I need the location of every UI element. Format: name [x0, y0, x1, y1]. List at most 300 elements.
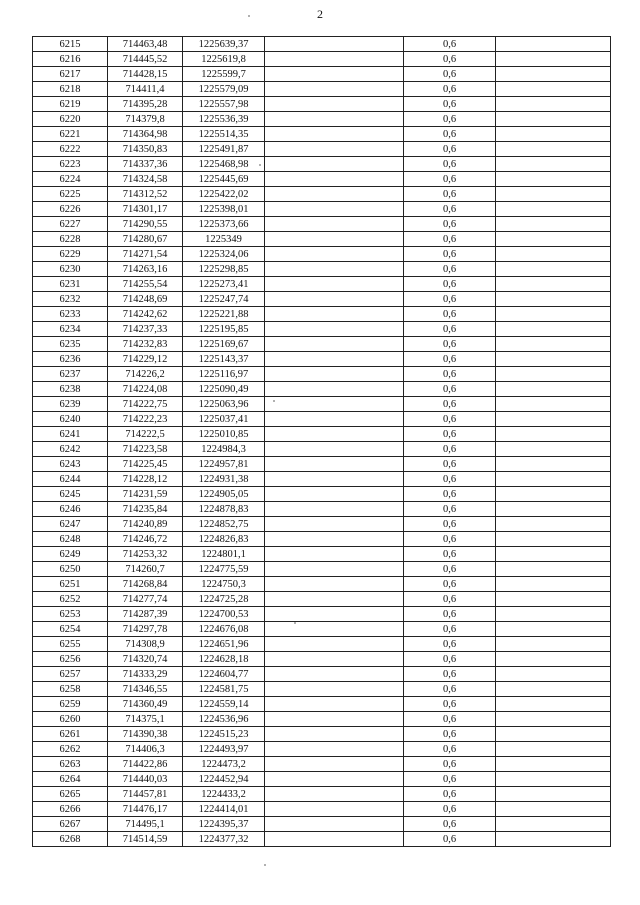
table-row — [33, 562, 611, 577]
x-coordinate-cell: 714324,58 — [108, 172, 183, 187]
empty-cell — [265, 667, 404, 682]
x-coordinate-cell: 714406,3 — [108, 742, 183, 757]
empty-cell — [265, 622, 404, 637]
table-row — [33, 277, 611, 292]
x-coordinate-cell: 714225,45 — [108, 457, 183, 472]
y-coordinate-cell: 1224676,08 — [183, 622, 265, 637]
x-coordinate-cell: 714422,86 — [108, 757, 183, 772]
point-number-cell: 6246 — [33, 502, 108, 517]
value-cell: 0,6 — [404, 202, 496, 217]
point-number-cell: 6222 — [33, 142, 108, 157]
x-coordinate-cell: 714222,5 — [108, 427, 183, 442]
x-coordinate-cell: 714222,23 — [108, 412, 183, 427]
value-cell: 0,6 — [404, 97, 496, 112]
table-row — [33, 82, 611, 97]
empty-cell — [265, 487, 404, 502]
table-row — [33, 607, 611, 622]
x-coordinate-cell: 714337,36 — [108, 157, 183, 172]
empty-cell — [496, 742, 611, 757]
x-coordinate-cell: 714280,67 — [108, 232, 183, 247]
value-cell: 0,6 — [404, 367, 496, 382]
value-cell: 0,6 — [404, 292, 496, 307]
empty-cell — [265, 787, 404, 802]
point-number-cell: 6227 — [33, 217, 108, 232]
point-number-cell: 6260 — [33, 712, 108, 727]
point-number-cell: 6265 — [33, 787, 108, 802]
value-cell: 0,6 — [404, 442, 496, 457]
y-coordinate-cell: 1225579,09 — [183, 82, 265, 97]
value-cell: 0,6 — [404, 637, 496, 652]
y-coordinate-cell: 1225324,06 — [183, 247, 265, 262]
point-number-cell: 6220 — [33, 112, 108, 127]
empty-cell — [496, 232, 611, 247]
value-cell: 0,6 — [404, 67, 496, 82]
point-number-cell: 6263 — [33, 757, 108, 772]
value-cell: 0,6 — [404, 562, 496, 577]
x-coordinate-cell: 714235,84 — [108, 502, 183, 517]
table-row — [33, 757, 611, 772]
empty-cell — [265, 142, 404, 157]
x-coordinate-cell: 714395,28 — [108, 97, 183, 112]
x-coordinate-cell: 714301,17 — [108, 202, 183, 217]
table-row — [33, 67, 611, 82]
table-row — [33, 832, 611, 847]
x-coordinate-cell: 714232,83 — [108, 337, 183, 352]
point-number-cell: 6232 — [33, 292, 108, 307]
value-cell: 0,6 — [404, 232, 496, 247]
x-coordinate-cell: 714463,48 — [108, 37, 183, 52]
point-number-cell: 6223 — [33, 157, 108, 172]
y-coordinate-cell: 1225010,85 — [183, 427, 265, 442]
empty-cell — [265, 202, 404, 217]
y-coordinate-cell: 1224651,96 — [183, 637, 265, 652]
x-coordinate-cell: 714360,49 — [108, 697, 183, 712]
empty-cell — [496, 217, 611, 232]
value-cell: 0,6 — [404, 547, 496, 562]
y-coordinate-cell: 1225491,87 — [183, 142, 265, 157]
empty-cell — [265, 307, 404, 322]
table-row — [33, 127, 611, 142]
empty-cell — [496, 652, 611, 667]
table-row — [33, 592, 611, 607]
table-row — [33, 367, 611, 382]
point-number-cell: 6255 — [33, 637, 108, 652]
x-coordinate-cell: 714390,38 — [108, 727, 183, 742]
value-cell: 0,6 — [404, 472, 496, 487]
table-row — [33, 817, 611, 832]
value-cell: 0,6 — [404, 667, 496, 682]
empty-cell — [265, 112, 404, 127]
table-row — [33, 52, 611, 67]
y-coordinate-cell: 1225143,37 — [183, 352, 265, 367]
x-coordinate-cell: 714240,89 — [108, 517, 183, 532]
table-row — [33, 172, 611, 187]
empty-cell — [496, 592, 611, 607]
value-cell: 0,6 — [404, 247, 496, 262]
x-coordinate-cell: 714428,15 — [108, 67, 183, 82]
empty-cell — [496, 127, 611, 142]
scan-speck — [273, 400, 275, 402]
empty-cell — [265, 742, 404, 757]
x-coordinate-cell: 714495,1 — [108, 817, 183, 832]
point-number-cell: 6215 — [33, 37, 108, 52]
value-cell: 0,6 — [404, 742, 496, 757]
empty-cell — [265, 82, 404, 97]
empty-cell — [265, 97, 404, 112]
table-row — [33, 427, 611, 442]
table-row — [33, 412, 611, 427]
table-row — [33, 187, 611, 202]
point-number-cell: 6259 — [33, 697, 108, 712]
empty-cell — [265, 697, 404, 712]
empty-cell — [496, 817, 611, 832]
y-coordinate-cell: 1224581,75 — [183, 682, 265, 697]
x-coordinate-cell: 714255,54 — [108, 277, 183, 292]
value-cell: 0,6 — [404, 127, 496, 142]
y-coordinate-cell: 1224826,83 — [183, 532, 265, 547]
y-coordinate-cell: 1225398,01 — [183, 202, 265, 217]
empty-cell — [265, 682, 404, 697]
value-cell: 0,6 — [404, 787, 496, 802]
empty-cell — [265, 232, 404, 247]
value-cell: 0,6 — [404, 112, 496, 127]
x-coordinate-cell: 714228,12 — [108, 472, 183, 487]
point-number-cell: 6228 — [33, 232, 108, 247]
empty-cell — [265, 322, 404, 337]
point-number-cell: 6258 — [33, 682, 108, 697]
empty-cell — [265, 367, 404, 382]
empty-cell — [496, 337, 611, 352]
empty-cell — [496, 727, 611, 742]
point-number-cell: 6247 — [33, 517, 108, 532]
empty-cell — [265, 517, 404, 532]
value-cell: 0,6 — [404, 502, 496, 517]
value-cell: 0,6 — [404, 157, 496, 172]
x-coordinate-cell: 714271,54 — [108, 247, 183, 262]
coordinates-table — [32, 36, 611, 847]
empty-cell — [496, 247, 611, 262]
empty-cell — [496, 397, 611, 412]
y-coordinate-cell: 1225536,39 — [183, 112, 265, 127]
empty-cell — [496, 112, 611, 127]
value-cell: 0,6 — [404, 217, 496, 232]
empty-cell — [496, 637, 611, 652]
page-number: 2 — [317, 7, 323, 21]
empty-cell — [496, 487, 611, 502]
table-row — [33, 532, 611, 547]
value-cell: 0,6 — [404, 487, 496, 502]
empty-cell — [496, 382, 611, 397]
y-coordinate-cell: 1224905,05 — [183, 487, 265, 502]
x-coordinate-cell: 714223,58 — [108, 442, 183, 457]
y-coordinate-cell: 1224931,38 — [183, 472, 265, 487]
value-cell: 0,6 — [404, 757, 496, 772]
value-cell: 0,6 — [404, 622, 496, 637]
y-coordinate-cell: 1224852,75 — [183, 517, 265, 532]
y-coordinate-cell: 1224395,37 — [183, 817, 265, 832]
table-row — [33, 787, 611, 802]
table-row — [33, 247, 611, 262]
y-coordinate-cell: 1225169,67 — [183, 337, 265, 352]
value-cell: 0,6 — [404, 682, 496, 697]
point-number-cell: 6237 — [33, 367, 108, 382]
empty-cell — [496, 772, 611, 787]
table-row — [33, 517, 611, 532]
y-coordinate-cell: 1224801,1 — [183, 547, 265, 562]
table-row — [33, 397, 611, 412]
table-row — [33, 802, 611, 817]
empty-cell — [496, 97, 611, 112]
y-coordinate-cell: 1225422,02 — [183, 187, 265, 202]
empty-cell — [265, 637, 404, 652]
empty-cell — [496, 787, 611, 802]
y-coordinate-cell: 1224604,77 — [183, 667, 265, 682]
empty-cell — [496, 292, 611, 307]
table-row — [33, 382, 611, 397]
point-number-cell: 6249 — [33, 547, 108, 562]
table-row — [33, 547, 611, 562]
empty-cell — [265, 502, 404, 517]
table-row — [33, 337, 611, 352]
value-cell: 0,6 — [404, 427, 496, 442]
x-coordinate-cell: 714242,62 — [108, 307, 183, 322]
empty-cell — [265, 832, 404, 847]
point-number-cell: 6221 — [33, 127, 108, 142]
point-number-cell: 6236 — [33, 352, 108, 367]
empty-cell — [496, 172, 611, 187]
table-row — [33, 697, 611, 712]
y-coordinate-cell: 1225619,8 — [183, 52, 265, 67]
scan-speck — [264, 864, 266, 866]
empty-cell — [496, 412, 611, 427]
empty-cell — [265, 172, 404, 187]
table-row — [33, 772, 611, 787]
x-coordinate-cell: 714222,75 — [108, 397, 183, 412]
value-cell: 0,6 — [404, 517, 496, 532]
x-coordinate-cell: 714231,59 — [108, 487, 183, 502]
point-number-cell: 6229 — [33, 247, 108, 262]
empty-cell — [496, 307, 611, 322]
x-coordinate-cell: 714297,78 — [108, 622, 183, 637]
point-number-cell: 6244 — [33, 472, 108, 487]
point-number-cell: 6231 — [33, 277, 108, 292]
table-row — [33, 682, 611, 697]
empty-cell — [265, 712, 404, 727]
value-cell: 0,6 — [404, 307, 496, 322]
y-coordinate-cell: 1224725,28 — [183, 592, 265, 607]
empty-cell — [265, 247, 404, 262]
value-cell: 0,6 — [404, 607, 496, 622]
point-number-cell: 6235 — [33, 337, 108, 352]
value-cell: 0,6 — [404, 802, 496, 817]
value-cell: 0,6 — [404, 82, 496, 97]
empty-cell — [265, 127, 404, 142]
point-number-cell: 6253 — [33, 607, 108, 622]
value-cell: 0,6 — [404, 337, 496, 352]
value-cell: 0,6 — [404, 727, 496, 742]
point-number-cell: 6252 — [33, 592, 108, 607]
y-coordinate-cell: 1224452,94 — [183, 772, 265, 787]
value-cell: 0,6 — [404, 37, 496, 52]
empty-cell — [496, 712, 611, 727]
table-row — [33, 727, 611, 742]
empty-cell — [265, 37, 404, 52]
empty-cell — [265, 217, 404, 232]
x-coordinate-cell: 714224,08 — [108, 382, 183, 397]
empty-cell — [496, 832, 611, 847]
table-row — [33, 217, 611, 232]
table-row — [33, 637, 611, 652]
point-number-cell: 6261 — [33, 727, 108, 742]
point-number-cell: 6266 — [33, 802, 108, 817]
y-coordinate-cell: 1225557,98 — [183, 97, 265, 112]
value-cell: 0,6 — [404, 142, 496, 157]
value-cell: 0,6 — [404, 712, 496, 727]
empty-cell — [265, 187, 404, 202]
point-number-cell: 6230 — [33, 262, 108, 277]
x-coordinate-cell: 714287,39 — [108, 607, 183, 622]
y-coordinate-cell: 1225349 — [183, 232, 265, 247]
y-coordinate-cell: 1225445,69 — [183, 172, 265, 187]
y-coordinate-cell: 1224493,97 — [183, 742, 265, 757]
empty-cell — [496, 457, 611, 472]
table-row — [33, 652, 611, 667]
empty-cell — [496, 667, 611, 682]
point-number-cell: 6248 — [33, 532, 108, 547]
y-coordinate-cell: 1224878,83 — [183, 502, 265, 517]
value-cell: 0,6 — [404, 352, 496, 367]
empty-cell — [265, 562, 404, 577]
point-number-cell: 6268 — [33, 832, 108, 847]
x-coordinate-cell: 714346,55 — [108, 682, 183, 697]
empty-cell — [496, 562, 611, 577]
empty-cell — [496, 82, 611, 97]
y-coordinate-cell: 1225514,35 — [183, 127, 265, 142]
table-row — [33, 472, 611, 487]
empty-cell — [496, 517, 611, 532]
table-row — [33, 262, 611, 277]
y-coordinate-cell: 1224957,81 — [183, 457, 265, 472]
value-cell: 0,6 — [404, 697, 496, 712]
y-coordinate-cell: 1224628,18 — [183, 652, 265, 667]
x-coordinate-cell: 714260,7 — [108, 562, 183, 577]
y-coordinate-cell: 1225273,41 — [183, 277, 265, 292]
empty-cell — [496, 67, 611, 82]
point-number-cell: 6245 — [33, 487, 108, 502]
value-cell: 0,6 — [404, 52, 496, 67]
table-row — [33, 742, 611, 757]
empty-cell — [496, 202, 611, 217]
table-row — [33, 457, 611, 472]
point-number-cell: 6240 — [33, 412, 108, 427]
empty-cell — [496, 142, 611, 157]
x-coordinate-cell: 714290,55 — [108, 217, 183, 232]
table-row — [33, 142, 611, 157]
table-row — [33, 667, 611, 682]
value-cell: 0,6 — [404, 577, 496, 592]
y-coordinate-cell: 1225247,74 — [183, 292, 265, 307]
value-cell: 0,6 — [404, 262, 496, 277]
empty-cell — [496, 502, 611, 517]
x-coordinate-cell: 714253,32 — [108, 547, 183, 562]
value-cell: 0,6 — [404, 277, 496, 292]
empty-cell — [265, 67, 404, 82]
x-coordinate-cell: 714476,17 — [108, 802, 183, 817]
empty-cell — [265, 442, 404, 457]
y-coordinate-cell: 1224473,2 — [183, 757, 265, 772]
x-coordinate-cell: 714440,03 — [108, 772, 183, 787]
y-coordinate-cell: 1224750,3 — [183, 577, 265, 592]
empty-cell — [496, 622, 611, 637]
empty-cell — [496, 697, 611, 712]
y-coordinate-cell: 1225221,88 — [183, 307, 265, 322]
x-coordinate-cell: 714263,16 — [108, 262, 183, 277]
point-number-cell: 6239 — [33, 397, 108, 412]
x-coordinate-cell: 714237,33 — [108, 322, 183, 337]
value-cell: 0,6 — [404, 532, 496, 547]
empty-cell — [496, 187, 611, 202]
y-coordinate-cell: 1225599,7 — [183, 67, 265, 82]
scan-speck — [294, 622, 296, 624]
value-cell: 0,6 — [404, 382, 496, 397]
x-coordinate-cell: 714375,1 — [108, 712, 183, 727]
empty-cell — [496, 532, 611, 547]
empty-cell — [265, 607, 404, 622]
empty-cell — [496, 262, 611, 277]
scan-speck — [259, 164, 261, 166]
point-number-cell: 6256 — [33, 652, 108, 667]
empty-cell — [496, 757, 611, 772]
point-number-cell: 6238 — [33, 382, 108, 397]
x-coordinate-cell: 714308,9 — [108, 637, 183, 652]
point-number-cell: 6233 — [33, 307, 108, 322]
y-coordinate-cell: 1225298,85 — [183, 262, 265, 277]
point-number-cell: 6254 — [33, 622, 108, 637]
point-number-cell: 6250 — [33, 562, 108, 577]
table-row — [33, 37, 611, 52]
empty-cell — [265, 472, 404, 487]
empty-cell — [265, 817, 404, 832]
x-coordinate-cell: 714226,2 — [108, 367, 183, 382]
value-cell: 0,6 — [404, 172, 496, 187]
table-row — [33, 112, 611, 127]
empty-cell — [265, 382, 404, 397]
value-cell: 0,6 — [404, 457, 496, 472]
empty-cell — [265, 532, 404, 547]
y-coordinate-cell: 1225195,85 — [183, 322, 265, 337]
table-row — [33, 712, 611, 727]
value-cell: 0,6 — [404, 592, 496, 607]
x-coordinate-cell: 714364,98 — [108, 127, 183, 142]
empty-cell — [496, 277, 611, 292]
scan-speck — [248, 15, 250, 17]
empty-cell — [496, 472, 611, 487]
table-row — [33, 307, 611, 322]
empty-cell — [265, 727, 404, 742]
value-cell: 0,6 — [404, 772, 496, 787]
table-row — [33, 232, 611, 247]
value-cell: 0,6 — [404, 322, 496, 337]
empty-cell — [496, 802, 611, 817]
x-coordinate-cell: 714333,29 — [108, 667, 183, 682]
empty-cell — [265, 337, 404, 352]
value-cell: 0,6 — [404, 187, 496, 202]
point-number-cell: 6219 — [33, 97, 108, 112]
point-number-cell: 6241 — [33, 427, 108, 442]
empty-cell — [496, 157, 611, 172]
x-coordinate-cell: 714277,74 — [108, 592, 183, 607]
table-row — [33, 502, 611, 517]
